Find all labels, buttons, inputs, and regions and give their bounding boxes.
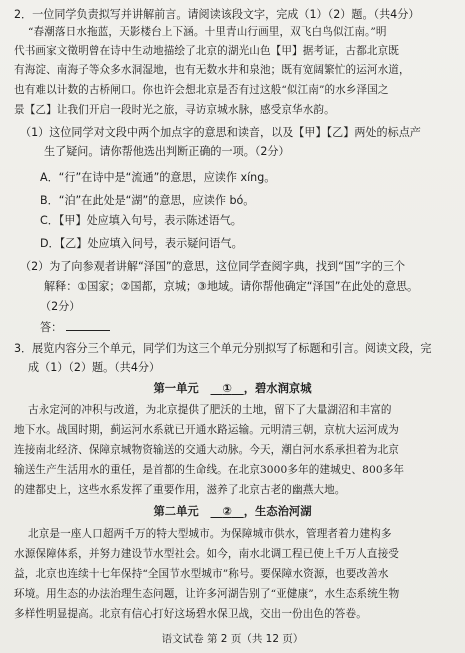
unit1-title-pre: 第一单元 (153, 382, 199, 395)
q2-answer-row (40, 320, 455, 335)
unit1-title-post: ，碧水润京城 (243, 382, 312, 395)
unit2-title-post: ，生态治河湖 (243, 505, 312, 518)
question-3-stem: 3．展览内容分三个单元，同学们为这三个单元分别拟写了标题和引言。阅读文段，完 (14, 342, 432, 355)
q2-option-a: A．“行”在诗中是“流通”的意思，应读作 xíng。 (40, 171, 276, 184)
q2-option-b: B．“泊”在此处是“湖”的意思，应读作 bó。 (40, 194, 255, 207)
q2-sub2-stem: （2）为了向参观者讲解“泽国”的意思，这位同学查阅字典，找到“国”字的三个 (20, 260, 406, 273)
unit1-text-line: 古永定河的冲积与改道，为北京提供了肥沃的土地，留下了大量湖沼和丰富的 (28, 404, 392, 416)
answer-blank[interactable] (66, 320, 110, 331)
unit1-blank: ① (222, 382, 232, 395)
question-3-stem: 成（1）（2）题。（共4分） (28, 361, 161, 374)
unit2-title-pre: 第二单元 (153, 505, 199, 518)
q2-passage-line: “春潮落日水拖蓝，天影楼台上下涵。十里青山行画里，双飞白鸟似江南。”明 (28, 26, 387, 38)
q2-passage-line: 代书画家文徵明曾在诗中生动地描绘了北京的湖光山色【甲】据考证，古都北京既 (14, 45, 399, 57)
unit1-text-line: 输送生产生活用水的重任，是首都的生命线。在北京3000多年的建城史、800多年 (14, 464, 405, 476)
q2-sub1-stem: （1）这位同学对文段中两个加点字的意思和读音，以及【甲】【乙】两处的标点产 (20, 126, 421, 139)
unit1-title (0, 381, 465, 396)
unit1-text-line: 的建都史上，这些水系发挥了重要作用，滋养了北京古老的幽燕大地。 (14, 484, 346, 496)
unit2-text-line: 水源保障体系，并努力建设节水型社会。如今，南水北调工程已使上千万人直接受 (14, 548, 399, 560)
unit2-text-line: 多样性明显提高。北京有信心打好这场碧水保卫战，交出一份出色的答卷。 (14, 608, 367, 620)
unit2-text-line: 北京是一座人口超两千万的特大型城市。为保障城市供水，管理者着力建构多 (28, 528, 392, 540)
q2-option-d: D．【乙】处应填入问号，表示疑问语气。 (40, 237, 243, 250)
unit2-title (0, 504, 465, 519)
question-2-stem: 2．一位同学负责拟写并讲解前言。请阅读该段文字，完成（1）（2）题。（共4分） (14, 8, 420, 21)
unit2-text-line: 环境。用生态的办法治理生态问题，让许多河湖告别了“亚健康”，水生态系统生物 (14, 588, 400, 600)
answer-label: 答： (40, 321, 63, 334)
unit2-blank: ② (222, 505, 232, 518)
unit2-text-line: 益，北京也连续十七年保持“全国节水型城市”称号。要保障水资源，也要改善水 (14, 568, 389, 580)
q2-passage-line: 有海淀、南海子等众多水洞湿地，也有无数水井和泉池；既有宽阔繁忙的运河水道， (14, 64, 410, 76)
unit1-text-line: 连接南北经济、保障京城物资输送的交通大动脉。今天，潮白河水系承担着为北京 (14, 444, 399, 456)
unit1-text-line: 地下水。战国时期，蓟运河水系就已开通水路运输。元明清三朝，京杭大运河成为 (14, 424, 399, 436)
page-footer: 语文试卷 第 2 页（共 12 页） (161, 633, 304, 645)
q2-sub1-stem: 生了疑问。请你帮他选出判断正确的一项。（2分） (44, 145, 290, 158)
q2-passage-line: 景【乙】让我们开启一段时光之旅，寻访京城水脉，感受京华水韵。 (14, 104, 335, 116)
q2-sub2-stem: 解释：①国家；②国都，京城；③地域。请你帮他确定“泽国”在此处的意思。 (44, 280, 419, 293)
q2-option-c: C．【甲】处应填入句号，表示陈述语气。 (40, 214, 242, 227)
q2-sub2-stem: （2分） (40, 300, 81, 313)
q2-passage-line: 也有难以计数的古桥闸口。你也许会想北京是否有过这般“似江南”的水乡泽国之 (14, 84, 389, 96)
